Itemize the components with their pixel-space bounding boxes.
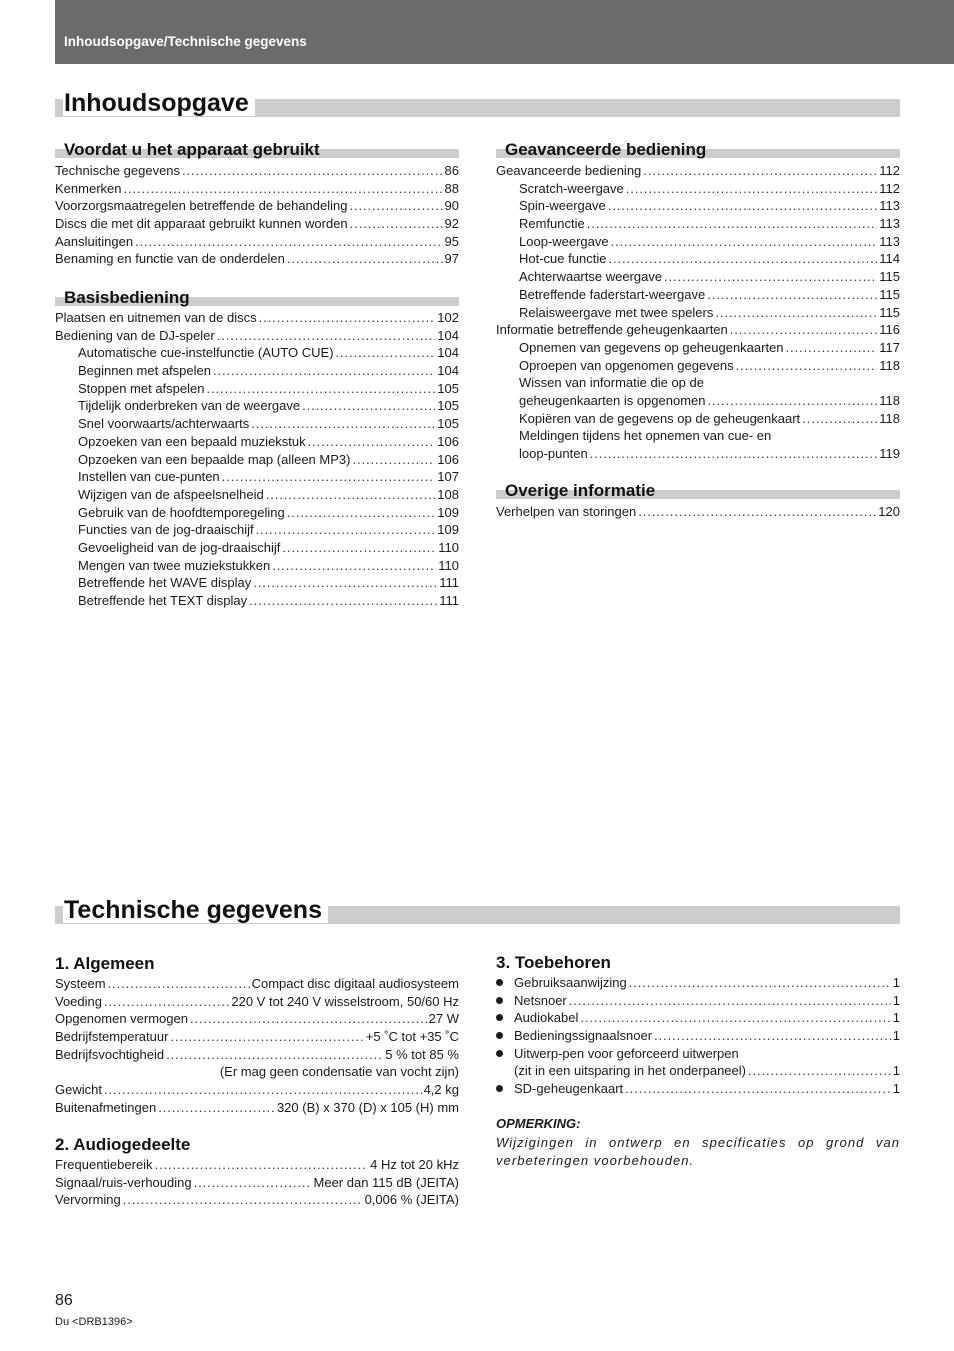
- entry-label: Automatische cue-instelfunctie (AUTO CUE): [78, 345, 334, 361]
- dot-leader: [206, 380, 435, 398]
- entry-page: 110: [438, 557, 459, 573]
- entry-page: 106: [437, 451, 459, 467]
- dot-leader: [352, 451, 435, 469]
- entry-page: 118: [879, 357, 900, 373]
- toc-entry: [55, 504, 459, 522]
- entry-page: 92: [444, 216, 459, 232]
- note-text: Wijzigingen in ontwerp en specificaties op grond van verbeteringen voorbehouden.: [496, 1135, 900, 1168]
- specs-title: Technische gegevens: [63, 898, 328, 923]
- entry-page: 119: [879, 446, 900, 461]
- entry-page: 1: [892, 975, 900, 990]
- entry-label: Vervorming: [55, 1192, 121, 1208]
- toc-entry: [55, 451, 459, 469]
- entry-label: geheugenkaarten is opgenomen: [519, 392, 706, 408]
- entry-label: Buitenafmetingen: [55, 1099, 157, 1115]
- entry-page: 104: [437, 327, 459, 343]
- dot-leader: [135, 233, 442, 251]
- dot-leader: [266, 486, 436, 504]
- entry-page: 116: [879, 322, 900, 338]
- entry-label: SD-geheugenkaart: [514, 1081, 624, 1097]
- dot-leader: [802, 410, 877, 428]
- dot-leader: [611, 233, 878, 251]
- entry-label: Mengen van twee muziekstukken: [78, 557, 271, 573]
- entry-page: 97: [444, 251, 459, 267]
- entry-page: 320 (B) x 370 (D) x 105 (H) mm: [276, 1099, 459, 1115]
- entry-page: 104: [437, 345, 459, 361]
- bullet-icon: [496, 997, 503, 1004]
- dot-leader: [158, 1099, 275, 1117]
- toc-entry: [496, 304, 900, 322]
- dot-leader: [580, 1009, 890, 1027]
- entry-page: 95: [444, 233, 459, 249]
- dot-leader: [707, 286, 877, 304]
- toc-entry: [496, 427, 900, 445]
- entry-label: Achterwaartse weergave: [519, 269, 663, 285]
- header-bar: [55, 0, 954, 64]
- entry-label: Oproepen van opgenomen gegevens: [519, 357, 734, 373]
- toc-entry: [55, 486, 459, 504]
- entry-label: Functies van de jog-draaischijf: [78, 522, 254, 538]
- dot-leader: [259, 309, 436, 327]
- entry-page: 113: [879, 198, 900, 214]
- entry-page: 106: [437, 433, 459, 449]
- entry-label: Betreffende het TEXT display: [78, 593, 248, 608]
- entry-page: 105: [437, 380, 459, 396]
- toc-entry: [55, 415, 459, 433]
- entry-label: Hot-cue functie: [519, 251, 607, 267]
- dot-leader: [108, 975, 250, 993]
- toc-entry: [55, 433, 459, 451]
- toc-title: Inhoudsopgave: [63, 91, 255, 116]
- dot-leader: [350, 215, 443, 233]
- dot-leader: [123, 180, 442, 198]
- entry-page: 112: [879, 180, 900, 196]
- entry-label: Opnemen van gegevens op geheugenkaarten: [519, 339, 784, 355]
- dot-leader: [287, 250, 443, 268]
- dot-leader: [590, 445, 878, 463]
- toc-entry: [496, 503, 900, 521]
- spec-row: [55, 993, 459, 1011]
- dot-leader: [629, 974, 891, 992]
- section-heading-text: Geavanceerde bediening: [505, 140, 707, 159]
- dot-leader: [123, 1191, 363, 1209]
- dot-leader: [643, 162, 877, 180]
- accessory-item-continued: [496, 1062, 900, 1080]
- entry-page: 114: [879, 251, 900, 267]
- entry-page: 1: [892, 1081, 900, 1097]
- dot-leader: [349, 197, 442, 215]
- toc-entry: [55, 574, 459, 592]
- dot-leader: [707, 392, 877, 410]
- entry-page: 105: [437, 398, 459, 414]
- general-heading: 1. Algemeen: [55, 954, 155, 973]
- dot-leader: [251, 415, 435, 433]
- entry-page: +5 ˚C tot +35 ˚C: [365, 1029, 459, 1045]
- toc-entry: [496, 339, 900, 357]
- spec-row: [55, 1046, 459, 1064]
- dot-leader: [166, 1046, 383, 1064]
- entry-label: Relaisweergave met twee spelers: [519, 304, 714, 320]
- spec-row: [55, 1099, 459, 1117]
- accessory-item: [496, 992, 900, 1010]
- entry-label: Opgenomen vermogen: [55, 1011, 188, 1027]
- dot-leader: [608, 250, 877, 268]
- toc-entry: [55, 468, 459, 486]
- dot-leader: [664, 268, 877, 286]
- entry-page: 1: [892, 1028, 900, 1044]
- audio-heading: 2. Audiogedeelte: [55, 1135, 191, 1154]
- entry-page: 108: [437, 486, 459, 502]
- note-title: OPMERKING:: [496, 1116, 581, 1131]
- dot-leader: [253, 574, 437, 592]
- toc-entry: [55, 380, 459, 398]
- toc-entry: [496, 162, 900, 180]
- toc-entry: [55, 557, 459, 575]
- entry-page: 113: [879, 233, 900, 249]
- spec-row: [55, 1156, 459, 1174]
- entry-label: Discs die met dit apparaat gebruikt kunnen worden: [55, 216, 348, 232]
- header-title: Inhoudsopgave/Technische gegevens: [64, 34, 307, 49]
- doc-code: Du <DRB1396>: [55, 1316, 133, 1328]
- entry-label: Meldingen tijdens het opnemen van cue- en: [519, 428, 772, 444]
- dot-leader: [654, 1027, 891, 1045]
- dot-leader: [715, 304, 877, 322]
- dot-leader: [748, 1062, 891, 1080]
- entry-label: Netsnoer: [514, 992, 567, 1008]
- bullet-icon: [496, 979, 503, 986]
- audio-specs: [55, 1156, 459, 1209]
- entry-label: Tijdelijk onderbreken van de weergave: [78, 398, 301, 414]
- dot-leader: [308, 433, 436, 451]
- toc-entry: [55, 180, 459, 198]
- spec-row: [55, 975, 459, 993]
- entry-page: 27 W: [428, 1011, 459, 1027]
- entry-page: 220 V tot 240 V wisselstroom, 50/60 Hz: [231, 993, 459, 1009]
- toc-entry: [55, 327, 459, 345]
- entry-page: 117: [879, 339, 900, 355]
- entry-page: 0,006 % (JEITA): [364, 1192, 459, 1208]
- entry-label: Frequentiebereik: [55, 1157, 153, 1172]
- entry-page: 5 % tot 85 %: [385, 1046, 459, 1062]
- entry-label: Voorzorgsmaatregelen betreffende de behandeling: [55, 198, 348, 214]
- spec-row: [55, 1191, 459, 1209]
- entry-label: (zit in een uitsparing in het onderpaneel): [514, 1063, 746, 1079]
- bullet-icon: [496, 1014, 503, 1021]
- toc-entry: [496, 286, 900, 304]
- spec-row: [55, 1010, 459, 1028]
- toc-list: [55, 309, 459, 610]
- dot-leader: [638, 503, 876, 521]
- entry-label: Gewicht: [55, 1082, 102, 1098]
- toc-entry: [496, 197, 900, 215]
- toc-entry: [496, 321, 900, 339]
- dot-leader: [282, 539, 436, 557]
- entry-label: loop-punten: [519, 446, 588, 461]
- section-heading-text: Voordat u het apparaat gebruikt: [64, 140, 320, 159]
- entry-page: 112: [879, 163, 900, 178]
- toc-list: [55, 162, 459, 268]
- entry-page: 107: [437, 469, 459, 485]
- toc-list: [496, 503, 900, 521]
- toc-entry: [55, 162, 459, 180]
- accessory-item: [496, 1009, 900, 1027]
- dot-leader: [786, 339, 878, 357]
- toc-entry: [496, 445, 900, 463]
- toc-title-bar: [55, 89, 900, 117]
- toc-entry: [496, 233, 900, 251]
- bullet-icon: [496, 1085, 503, 1092]
- entry-page: 86: [444, 163, 459, 178]
- spec-row: [55, 1174, 459, 1192]
- toc-entry: [496, 410, 900, 428]
- dot-leader: [287, 504, 436, 522]
- toc-entry: [55, 592, 459, 610]
- entry-label: Benaming en functie van de onderdelen: [55, 251, 285, 267]
- toc-entry: [55, 197, 459, 215]
- toc-entry: [496, 180, 900, 198]
- spec-row: [55, 1081, 459, 1099]
- dot-leader: [608, 197, 878, 215]
- toc-section-heading: [55, 288, 459, 307]
- dot-leader: [736, 357, 878, 375]
- entry-label: Opzoeken van een bepaald muziekstuk: [78, 433, 306, 449]
- toc-entry: [55, 344, 459, 362]
- dot-leader: [170, 1028, 363, 1046]
- entry-page: 111: [439, 575, 459, 591]
- toc-entry: [496, 250, 900, 268]
- toc-entry: [496, 357, 900, 375]
- section-heading-text: Overige informatie: [505, 481, 656, 500]
- entry-label: Aansluitingen: [55, 233, 134, 249]
- toc-entry: [55, 250, 459, 268]
- entry-label: Uitwerp-pen voor geforceerd uitwerpen: [514, 1045, 739, 1061]
- entry-label: Systeem: [55, 976, 106, 991]
- humidity-note: (Er mag geen condensatie van vocht zijn): [219, 1064, 459, 1080]
- entry-page: 115: [879, 304, 900, 320]
- dot-leader: [272, 557, 436, 575]
- entry-page: 4 Hz tot 20 kHz: [370, 1157, 459, 1172]
- toc-entry: [55, 397, 459, 415]
- entry-label: Gebruik van de hoofdtemporegeling: [78, 504, 285, 520]
- entry-page: 1: [892, 1010, 900, 1026]
- dot-leader: [302, 397, 435, 415]
- entry-label: Stoppen met afspelen: [78, 380, 205, 396]
- entry-page: 118: [879, 410, 900, 426]
- toc-list: [496, 162, 900, 463]
- dot-leader: [155, 1156, 369, 1174]
- entry-page: 110: [438, 539, 459, 555]
- general-specs: [55, 975, 459, 1117]
- toc-section-heading: [55, 140, 459, 159]
- spec-row: [55, 1028, 459, 1046]
- entry-page: Meer dan 115 dB (JEITA): [313, 1174, 459, 1190]
- entry-label: Loop-weergave: [519, 233, 609, 249]
- entry-page: Compact disc digitaal audiosysteem: [251, 976, 459, 991]
- entry-label: Snel voorwaarts/achterwaarts: [78, 416, 250, 432]
- accessories-list: [496, 974, 900, 1098]
- dot-leader: [626, 180, 877, 198]
- entry-label: Verhelpen van storingen: [496, 504, 637, 519]
- entry-label: Remfunctie: [519, 216, 585, 232]
- entry-label: Informatie betreffende geheugenkaarten: [496, 322, 728, 338]
- entry-label: Bedrijfstemperatuur: [55, 1029, 169, 1045]
- page-number: 86: [55, 1292, 73, 1309]
- dot-leader: [569, 992, 891, 1010]
- accessory-item: [496, 1080, 900, 1098]
- entry-page: 120: [878, 504, 900, 519]
- entry-label: Technische gegevens: [55, 163, 181, 178]
- dot-leader: [217, 327, 436, 345]
- entry-page: 115: [879, 269, 900, 285]
- entry-label: Instellen van cue-punten: [78, 469, 220, 485]
- entry-page: 4,2 kg: [423, 1082, 459, 1098]
- dot-leader: [194, 1174, 312, 1192]
- bullet-icon: [496, 1050, 503, 1057]
- dot-leader: [104, 993, 229, 1011]
- accessory-item: [496, 974, 900, 992]
- entry-label: Betreffende faderstart-weergave: [519, 286, 706, 302]
- entry-page: 1: [892, 1063, 900, 1079]
- dot-leader: [730, 321, 878, 339]
- toc-entry: [496, 268, 900, 286]
- entry-label: Betreffende het WAVE display: [78, 575, 252, 591]
- toc-entry: [496, 392, 900, 410]
- accessory-item: [496, 1045, 900, 1063]
- entry-page: 118: [879, 392, 900, 408]
- entry-label: Bediening van de DJ-speler: [55, 327, 215, 343]
- dot-leader: [256, 521, 436, 539]
- entry-page: 109: [437, 504, 459, 520]
- entry-page: 115: [879, 286, 900, 302]
- toc-section-heading: [496, 481, 900, 500]
- entry-page: 104: [437, 363, 459, 379]
- entry-label: Geavanceerde bediening: [496, 163, 642, 178]
- entry-label: Plaatsen en uitnemen van de discs: [55, 310, 257, 325]
- toc-entry: [55, 233, 459, 251]
- toc-entry: [55, 539, 459, 557]
- entry-page: 88: [444, 180, 459, 196]
- dot-leader: [190, 1010, 427, 1028]
- toc-entry: [55, 309, 459, 327]
- entry-label: Signaal/ruis-verhouding: [55, 1174, 192, 1190]
- dot-leader: [213, 362, 435, 380]
- dot-leader: [182, 162, 443, 180]
- entry-label: Gevoeligheid van de jog-draaischijf: [78, 539, 281, 555]
- toc-entry: [55, 521, 459, 539]
- dot-leader: [336, 344, 436, 362]
- toc-entry: [496, 215, 900, 233]
- accessories-heading: 3. Toebehoren: [496, 953, 611, 972]
- entry-label: Bedrijfsvochtigheid: [55, 1046, 165, 1062]
- accessory-item: [496, 1027, 900, 1045]
- entry-label: Gebruiksaanwijzing: [514, 975, 627, 990]
- entry-label: Audiokabel: [514, 1010, 579, 1026]
- dot-leader: [625, 1080, 891, 1098]
- dot-leader: [249, 592, 437, 610]
- entry-label: Kopiëren van de gegevens op de geheugenkaart: [519, 410, 801, 426]
- bullet-icon: [496, 1032, 503, 1039]
- entry-page: 111: [439, 593, 459, 608]
- dot-leader: [104, 1081, 422, 1099]
- entry-page: 113: [879, 216, 900, 232]
- entry-label: Kenmerken: [55, 180, 122, 196]
- entry-label: Bedieningssignaalsnoer: [514, 1028, 653, 1044]
- entry-page: 90: [444, 198, 459, 214]
- dot-leader: [587, 215, 878, 233]
- entry-label: Voeding: [55, 993, 102, 1009]
- entry-label: Wissen van informatie die op de: [519, 375, 704, 391]
- entry-label: Scratch-weergave: [519, 180, 624, 196]
- entry-page: 109: [437, 522, 459, 538]
- dot-leader: [222, 468, 436, 486]
- entry-page: 1: [892, 992, 900, 1008]
- toc-entry: [496, 374, 900, 392]
- specs-title-bar: [55, 896, 900, 924]
- toc-section-heading: [496, 140, 900, 159]
- entry-label: Spin-weergave: [519, 198, 606, 214]
- entry-page: 105: [437, 416, 459, 432]
- entry-label: Opzoeken van een bepaalde map (alleen MP3): [78, 451, 351, 467]
- entry-label: Wijzigen van de afspeelsnelheid: [78, 486, 264, 502]
- toc-entry: [55, 362, 459, 380]
- entry-label: Beginnen met afspelen: [78, 363, 211, 379]
- entry-page: 102: [437, 310, 459, 325]
- section-heading-text: Basisbediening: [64, 288, 190, 307]
- toc-entry: [55, 215, 459, 233]
